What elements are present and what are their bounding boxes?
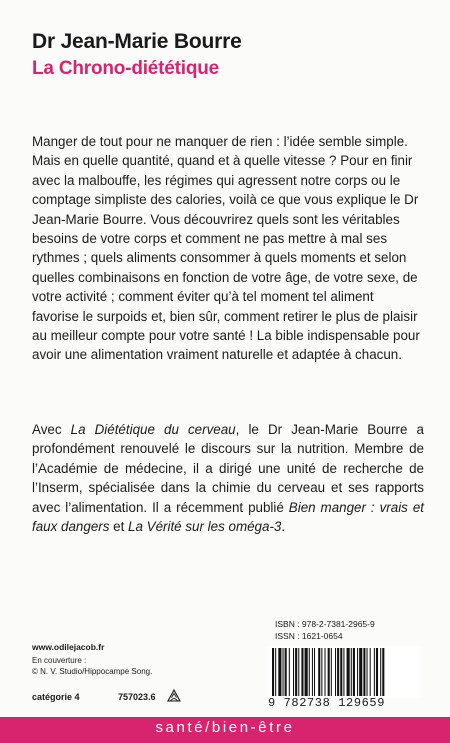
publisher-website: www.odilejacob.fr bbox=[32, 642, 105, 652]
barcode-bar bbox=[301, 648, 303, 696]
barcode-bar bbox=[298, 648, 299, 696]
barcode-bar bbox=[305, 648, 308, 696]
bio-text: Avec bbox=[32, 422, 71, 437]
bio-text: . bbox=[281, 519, 286, 535]
credit-line: En couverture : bbox=[32, 656, 87, 665]
barcode bbox=[268, 646, 420, 698]
author-bio-paragraph bbox=[32, 420, 424, 536]
bio-text: et bbox=[109, 519, 129, 535]
category-label: santé/bien-être bbox=[155, 719, 295, 736]
barcode-bar bbox=[331, 648, 332, 696]
barcode-bar bbox=[283, 648, 284, 696]
barcode-bar bbox=[278, 648, 281, 696]
barcode-bar bbox=[367, 648, 368, 696]
barcode-bar bbox=[347, 648, 350, 696]
cover-credit bbox=[32, 656, 152, 677]
barcode-bar bbox=[376, 648, 378, 696]
barcode-bar bbox=[380, 648, 381, 696]
barcode-bar bbox=[295, 648, 297, 696]
barcode-bar bbox=[285, 648, 287, 696]
book-title: La Chrono-diététique bbox=[32, 58, 220, 79]
barcode-bar bbox=[318, 648, 320, 696]
barcode-bar bbox=[370, 648, 371, 696]
barcode-bar bbox=[272, 648, 274, 696]
barcode-bar bbox=[309, 648, 310, 696]
barcode-bar bbox=[289, 648, 290, 696]
barcode-bar bbox=[321, 648, 322, 696]
barcode-bar bbox=[314, 648, 315, 696]
recycle-triangle-icon bbox=[167, 689, 181, 702]
barcode-bar bbox=[275, 648, 276, 696]
bio-book-title: La Diététique du cerveau bbox=[70, 422, 236, 437]
product-code: 757023.6 bbox=[118, 692, 156, 702]
barcode-bar bbox=[325, 648, 326, 696]
price-category: catégorie 4 bbox=[32, 692, 80, 702]
barcode-bar bbox=[328, 648, 330, 696]
bio-book-title: La Vérité sur les oméga-3 bbox=[128, 519, 282, 535]
barcode-bar bbox=[312, 648, 313, 696]
bio-text: , le Dr Jean-Marie Bourre a profondément renouvelé le discours sur la nutrition. Membre de l’Académie de médecine, il a dirigé une unité de recherche de l’Inserm, spécialisée dans la chimie du cerveau et ses rapports avec l’alimentation. Il a récemment publié bbox=[32, 422, 424, 515]
bio-book-title: Bien manger : vrais et faux dangers bbox=[32, 499, 424, 535]
barcode-bar bbox=[337, 648, 339, 696]
barcode-bar bbox=[340, 648, 342, 696]
barcode-bar bbox=[357, 648, 358, 696]
barcode-bar bbox=[343, 648, 344, 696]
barcode-bar bbox=[351, 648, 352, 696]
isbn: ISBN : 978-2-7381-2965-9 bbox=[275, 619, 375, 629]
barcode-bar bbox=[353, 648, 355, 696]
author-name: Dr Jean-Marie Bourre bbox=[32, 30, 242, 53]
barcode-bar bbox=[359, 648, 362, 696]
issn: ISSN : 1621-0654 bbox=[275, 631, 343, 641]
barcode-bar bbox=[363, 648, 365, 696]
description-paragraph: Manger de tout pour ne manquer de rien : l’idée semble simple. Mais en quelle quantité, quand et à quelle vitesse ? Pour en finir avec la malbouffe, les régimes qui agressent notre corps ou le comptage simpliste des calories, voilà ce que vous explique le Dr Jean-Marie Bourre. Vous découvrirez quels sont les véritables besoins de votre corps et comment ne pas mettre à mal ses rythmes ; quels aliments consommer à quels moments et selon quelles combinaisons en fonction de votre âge, de votre sexe, de votre activité ; comment éviter qu’à tel moment tel aliment favorise le surpoids et, bien sûr, comment retirer le plus de plaisir au meilleur compte pour votre santé ! La bible indispensable pour avoir une alimentation vraiment naturelle et adaptée à chacun. bbox=[32, 134, 420, 363]
barcode-bar bbox=[293, 648, 294, 696]
barcode-bar bbox=[335, 648, 336, 696]
barcode-bar bbox=[374, 648, 375, 696]
barcode-digits: 9 782738 129659 bbox=[268, 696, 386, 710]
credit-line: © N. V. Studio/Hippocampe Song. bbox=[32, 666, 153, 676]
barcode-bar bbox=[382, 648, 384, 696]
